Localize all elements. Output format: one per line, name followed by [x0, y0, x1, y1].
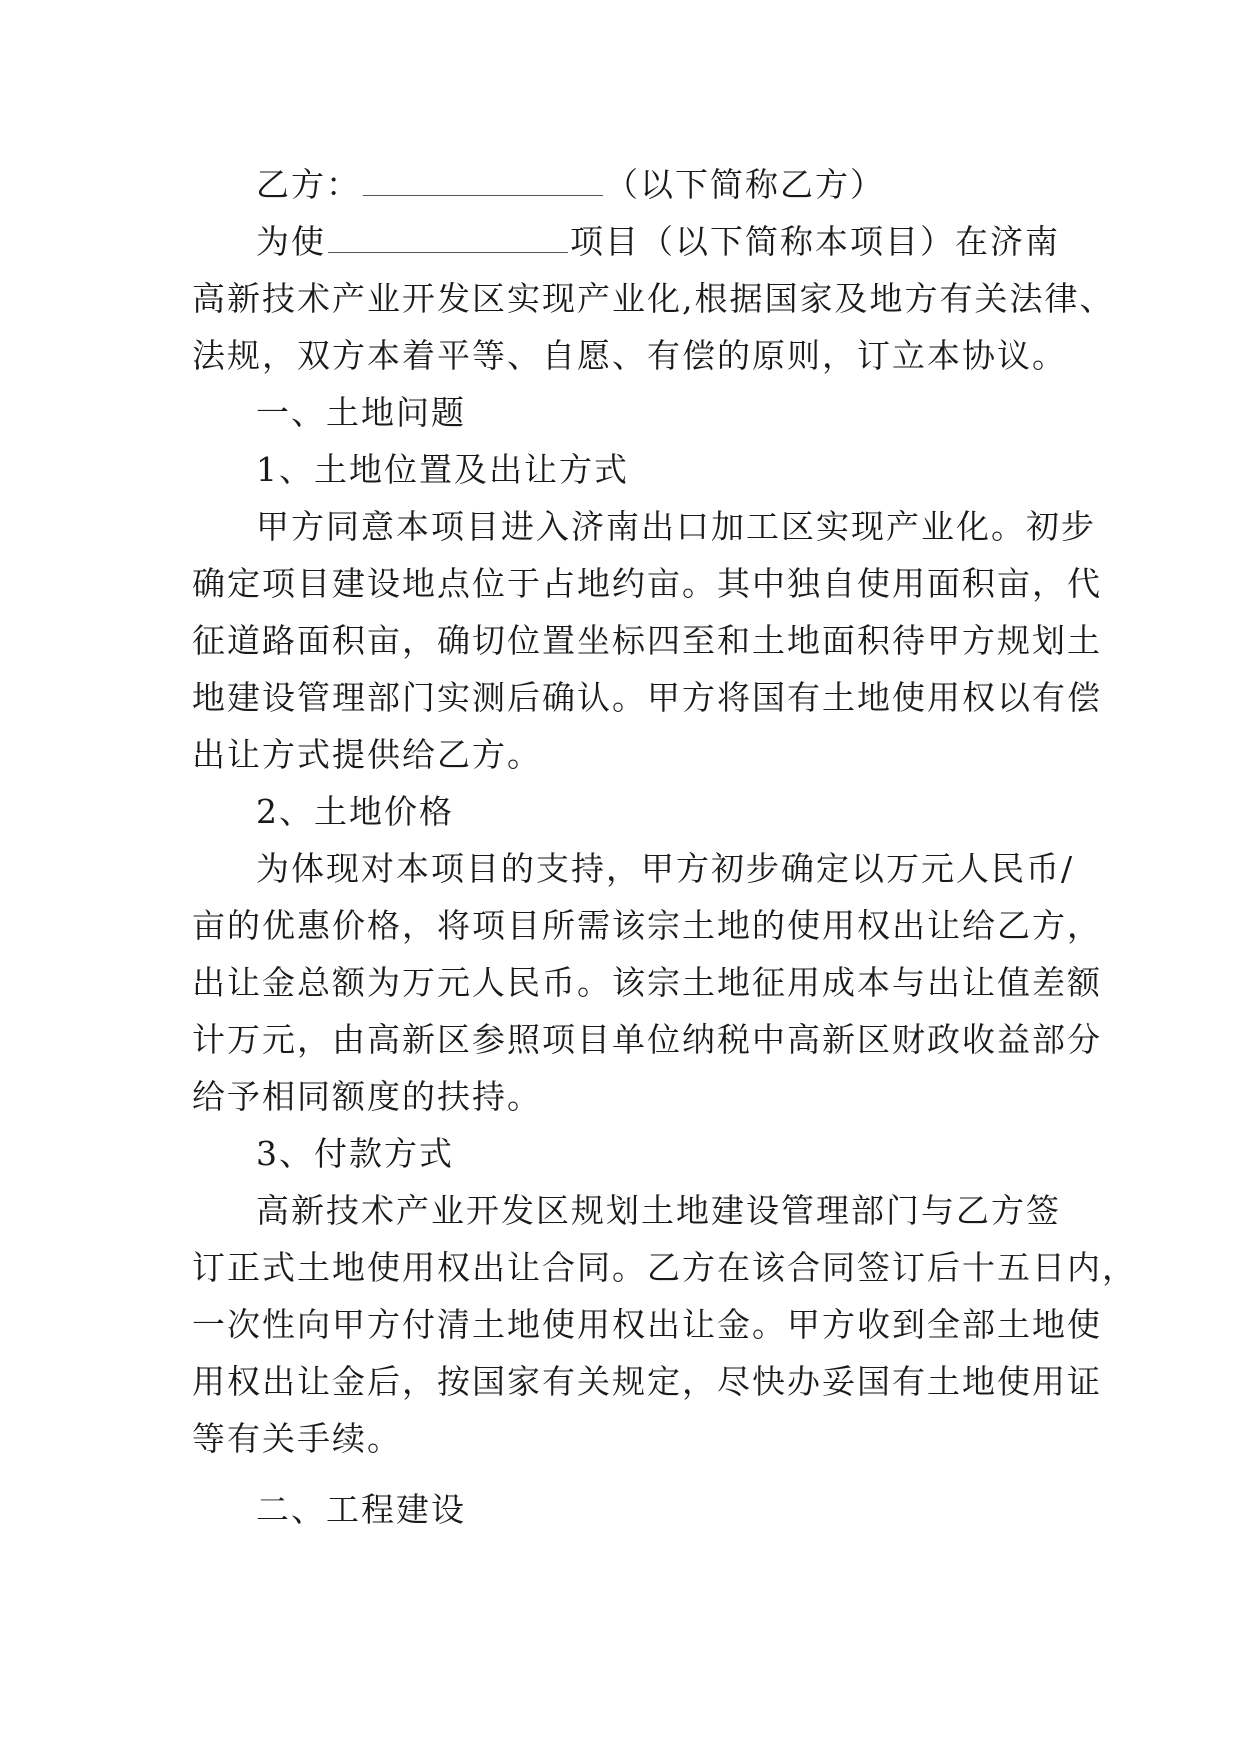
item-2-line: 计万元，由高新区参照项目单位纳税中高新区财政收益部分 — [192, 1020, 1102, 1059]
item-3-line: 高新技术产业开发区规划土地建设管理部门与乙方签 — [256, 1191, 1061, 1230]
item-1-line: 甲方同意本项目进入济南出口加工区实现产业化。初步 — [256, 507, 1096, 546]
item-1-line: 地建设管理部门实测后确认。甲方将国有土地使用权以有偿 — [192, 678, 1102, 717]
party-b-line — [256, 165, 1156, 205]
project-name-blank — [328, 224, 568, 253]
intro-line-2: 高新技术产业开发区实现产业化,根据国家及地方有关法律、 — [192, 279, 1115, 318]
item-1-line: 确定项目建设地点位于占地约亩。其中独自使用面积亩，代 — [192, 564, 1102, 603]
section-2-heading: 二、工程建设 — [256, 1490, 466, 1529]
section-1-heading: 一、土地问题 — [256, 393, 466, 432]
item-1-line: 征道路面积亩，确切位置坐标四至和土地面积待甲方规划土 — [192, 621, 1102, 660]
party-b-suffix: （以下简称乙方） — [605, 165, 885, 204]
item-3-line: 用权出让金后，按国家有关规定，尽快办妥国有土地使用证 — [192, 1362, 1102, 1401]
item-3-line: 一次性向甲方付清土地使用权出让金。甲方收到全部土地使 — [192, 1305, 1102, 1344]
item-1-heading: 1、土地位置及出让方式 — [256, 450, 629, 489]
intro-line-3: 法规，双方本着平等、自愿、有偿的原则，订立本协议。 — [192, 336, 1067, 375]
intro-line-1 — [256, 222, 1156, 262]
item-2-heading: 2、土地价格 — [256, 792, 454, 831]
item-2-line: 给予相同额度的扶持。 — [192, 1077, 542, 1116]
party-b-blank — [363, 167, 603, 196]
intro-line1-suffix: 项目（以下简称本项目）在济南 — [570, 222, 1060, 261]
item-2-line: 出让金总额为万元人民币。该宗土地征用成本与出让值差额 — [192, 963, 1102, 1002]
item-3-heading: 3、付款方式 — [256, 1134, 454, 1173]
item-3-line: 等有关手续。 — [192, 1419, 402, 1458]
item-1-line: 出让方式提供给乙方。 — [192, 735, 542, 774]
item-3-line: 订正式土地使用权出让合同。乙方在该合同签订后十五日内， — [192, 1248, 1137, 1287]
intro-prefix: 为使 — [256, 222, 326, 261]
item-2-line: 亩的优惠价格，将项目所需该宗土地的使用权出让给乙方， — [192, 906, 1102, 945]
item-2-line: 为体现对本项目的支持，甲方初步确定以万元人民币/ — [256, 849, 1075, 888]
party-b-label: 乙方： — [256, 165, 361, 204]
